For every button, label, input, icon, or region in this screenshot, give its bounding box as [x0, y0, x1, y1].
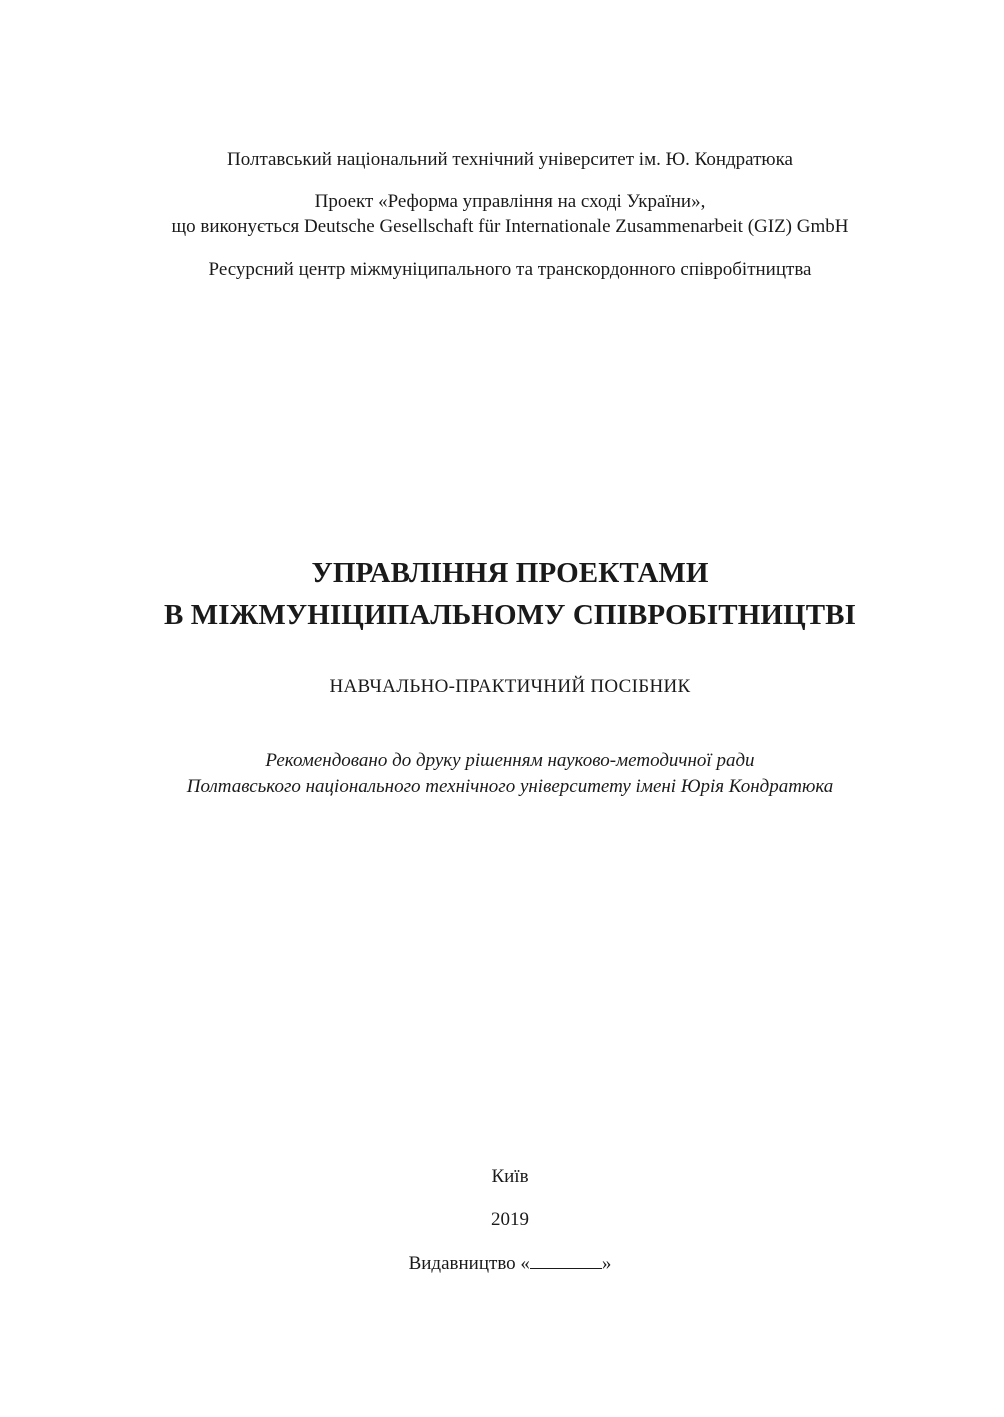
book-title-line-1: УПРАВЛІННЯ ПРОЕКТАМИ: [311, 557, 709, 589]
publisher: [0, 1252, 1004, 1273]
university-name: Полтавський національний технічний університет ім. Ю. Кондратюка: [227, 149, 793, 170]
recommendation-line-2: Полтавського національного технічного університету імені Юрія Кондратюка: [186, 776, 834, 797]
book-subtitle: НАВЧАЛЬНО-ПРАКТИЧНИЙ ПОСІБНИК: [329, 676, 691, 697]
city: Київ: [491, 1166, 529, 1187]
book-title-line-2: В МІЖМУНІЦИПАЛЬНОМУ СПІВРОБІТНИЦТВІ: [163, 599, 856, 631]
publisher-prefix: Видавництво «: [408, 1253, 530, 1274]
publisher-blank: [530, 1252, 602, 1269]
resource-center: Ресурсний центр міжмуніципального та транскордонного співробітництва: [208, 259, 812, 280]
publisher-suffix: »: [601, 1253, 612, 1274]
project-name: Проект «Реформа управління на сході України»,: [314, 191, 706, 212]
year: 2019: [491, 1209, 529, 1230]
project-implementer: що виконується Deutsche Gesellschaft für Internationale Zusammenarbeit (GIZ) GmbH: [171, 216, 849, 237]
recommendation-line-1: Рекомендовано до друку рішенням науково-методичної ради: [265, 750, 755, 771]
